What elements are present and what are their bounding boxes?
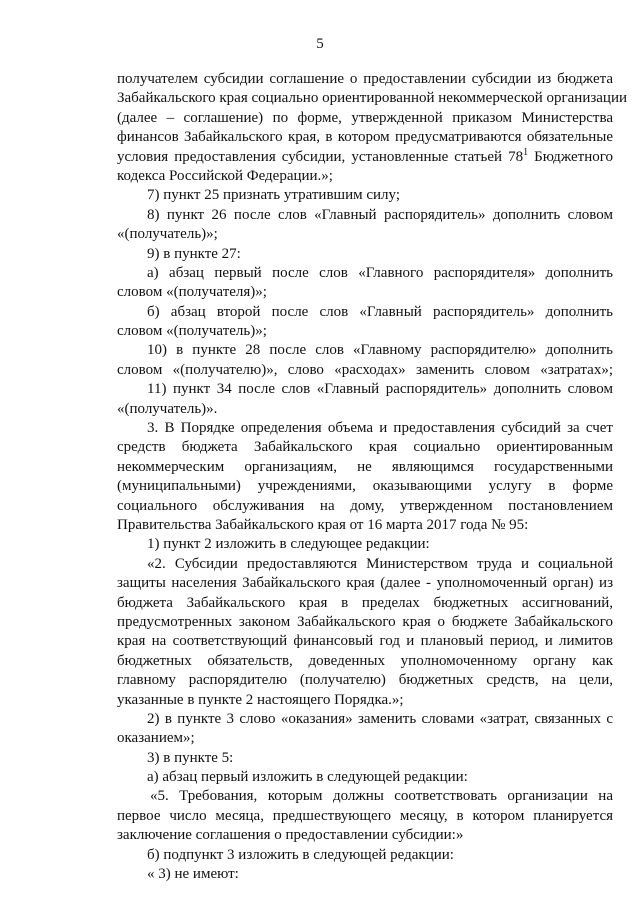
text-line: 1) пункт 2 изложить в следующее редакции:: [147, 536, 430, 553]
text-line: оказанием»;: [117, 730, 195, 747]
text-line: Правительства Забайкальского края от 16 марта 2017 года № 95:: [117, 516, 529, 533]
text-line: «5. Требования, которым должны соответствовать организации на: [150, 788, 613, 805]
text-line: 7) пункт 25 признать утратившим силу;: [147, 187, 401, 204]
text-line: словом «(получатель)»;: [117, 323, 267, 340]
text-line: первое число месяца, предшествующего месяцу, в котором планируется: [117, 807, 613, 824]
text-line: а) абзац первый после слов «Главного распорядителя» дополнить: [147, 264, 613, 281]
text-line: « 3) не имеют:: [147, 866, 239, 883]
text-line: главному распорядителю (получателю) бюджетных средств, на цели,: [117, 672, 613, 689]
text-line: кодекса Российской Федерации.»;: [117, 167, 333, 184]
text-line: 3) в пункте 5:: [147, 749, 234, 766]
text-fragment: Бюджетного: [528, 148, 613, 165]
text-line: 2) в пункте 3 слово «оказания» заменить словами «затрат, связанных с: [147, 710, 613, 727]
text-line: защиты населения Забайкальского края (далее - уполномоченный орган) из: [117, 575, 613, 592]
text-line: некоммерческим организациям, не являющимся государственными: [117, 458, 613, 475]
text-line: «2. Субсидии предоставляются Министерством труда и социальной: [147, 555, 613, 572]
text-line: (далее – соглашение) по форме, утвержденной приказом Министерства: [117, 109, 613, 126]
text-line: а) абзац первый изложить в следующей редакции:: [147, 769, 468, 786]
text-line: словом «(получателя)»;: [117, 284, 267, 301]
text-line: 3. В Порядке определения объема и предоставления субсидий за счет: [147, 420, 613, 437]
text-line: словом «(получателю)», слово «расходах» заменить словом «затратах»;: [117, 361, 613, 378]
text-line: Забайкальского края социально ориентированной некоммерческой организации: [117, 90, 628, 107]
text-fragment: условия предоставления субсидии, установленные статьей 78: [117, 148, 524, 165]
text-line: указанные в пункте 2 настоящего Порядка.»;: [117, 691, 404, 708]
text-line: предусмотренных законом Забайкальского края о бюджете Забайкальского: [117, 613, 613, 630]
text-line-with-superscript: [117, 148, 613, 167]
text-line: заключение соглашения о предоставлении субсидии:»: [117, 827, 464, 844]
text-line: финансов Забайкальского края, в котором предусматриваются обязательные: [117, 129, 613, 146]
text-line: (муниципальными) учреждениями, оказывающими услугу в форме: [117, 478, 613, 495]
text-line: «(получатель)».: [117, 400, 218, 417]
text-line: «(получатель)»;: [117, 226, 218, 243]
superscript: 1: [523, 146, 529, 158]
text-line: социального обслуживания на дому, утвержденном постановлением: [117, 497, 613, 514]
text-line: получателем субсидии соглашение о предоставлении субсидии из бюджета: [117, 71, 613, 87]
page-number: 5: [316, 36, 324, 52]
document-body: [117, 70, 628, 884]
text-line: бюджета Забайкальского края в пределах бюджетных ассигнований,: [117, 594, 613, 611]
text-line: б) подпункт 3 изложить в следующей редакции:: [147, 846, 454, 863]
text-line: края на соответствующий финансовый год и плановый период, и лимитов: [117, 633, 613, 650]
text-line: 9) в пункте 27:: [147, 245, 241, 262]
text-line: 10) в пункте 28 после слов «Главному распорядителю» дополнить: [147, 342, 613, 359]
text-line: 11) пункт 34 после слов «Главный распорядитель» дополнить словом: [147, 381, 613, 398]
text-line: средств бюджета Забайкальского края социально ориентированным: [117, 439, 613, 456]
text-line: б) абзац второй после слов «Главный распорядитель» дополнить: [147, 303, 613, 320]
text-line: бюджетных обязательств, доведенных уполномоченному органу как: [117, 652, 613, 669]
text-line: 8) пункт 26 после слов «Главный распорядитель» дополнить словом: [147, 206, 613, 223]
